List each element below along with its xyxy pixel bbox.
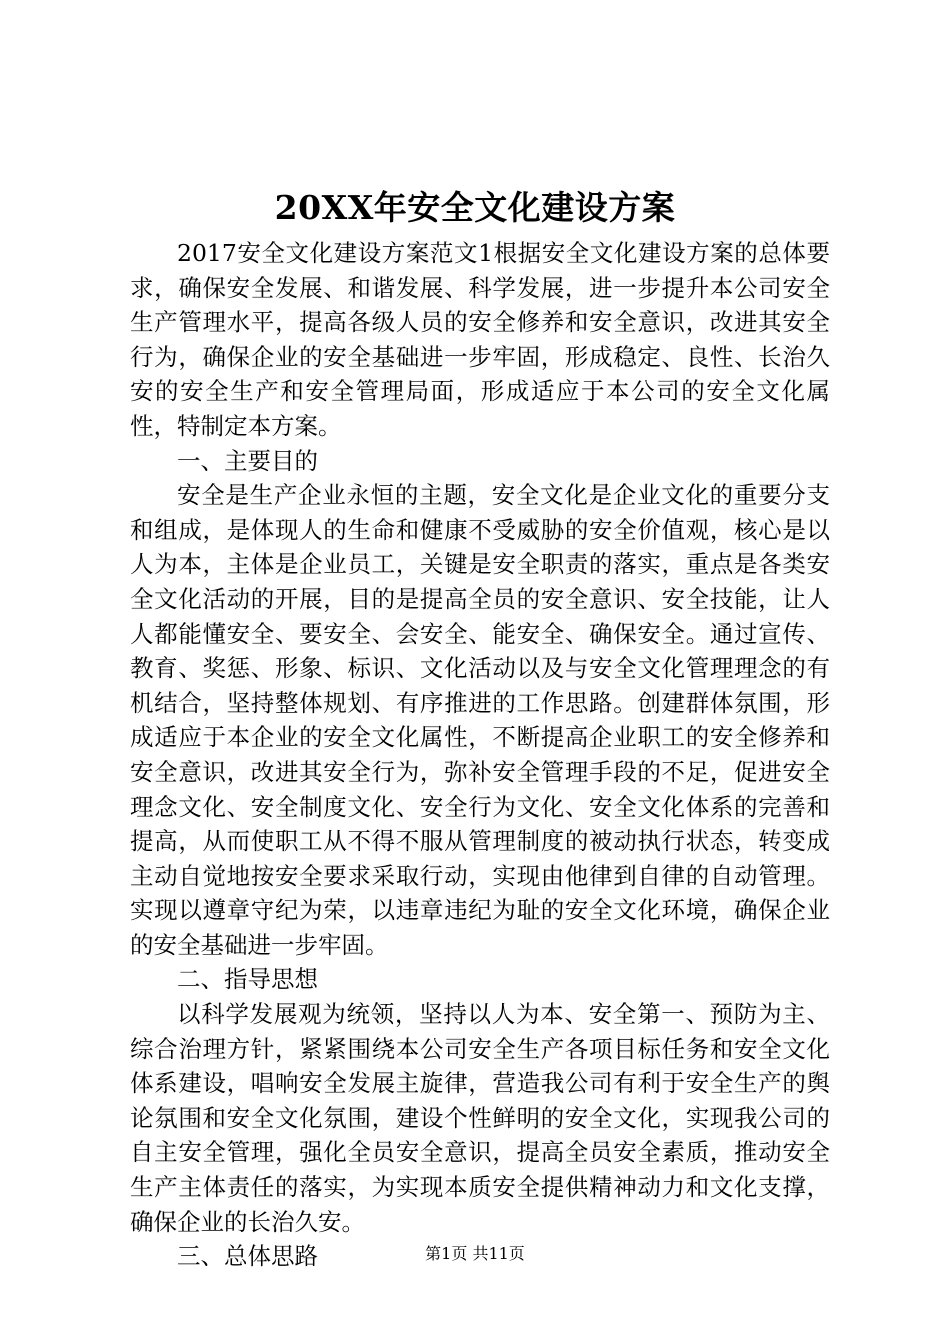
main-purpose-paragraph: 安全是生产企业永恒的主题，安全文化是企业文化的重要分支和组成，是体现人的生命和健康不受威胁的安全价值观，核心是以人为本，主体是企业员工，关键是安全职责的落实，重点是各类安全文化活动的开展，目的是提高全员的安全意识、安全技能，让人人都能懂安全、要安全、会安全、能安全、确保安全。通过宣传、教育、奖惩、形象、标识、文化活动以及与安全文化管理理念的有机结合，坚持整体规划、有序推进的工作思路。创建群体氛围，形成适应于本企业的安全文化属性，不断提高企业职工的安全修养和安全意识，改进其安全行为，弥补安全管理手段的不足，促进安全理念文化、安全制度文化、安全行为文化、安全文化体系的完善和提高，从而使职工从不得不服从管理制度的被动执行状态，转变成主动自觉地按安全要求采取行动，实现由他律到自律的自动管理。实现以遵章守纪为荣，以违章违纪为耻的安全文化环境，确保企业的安全基础进一步牢固。: [130, 481, 830, 959]
section-heading-guiding-ideology: 二、指导思想: [177, 965, 318, 994]
page-title: 20XX年安全文化建设方案: [274, 188, 676, 227]
guiding-ideology-paragraph: 以科学发展观为统领，坚持以人为本、安全第一、预防为主、综合治理方针，紧紧围绕本公司安全生产各项目标任务和安全文化体系建设，唱响安全发展主旋律，营造我公司有利于安全生产的舆论氛围和安全文化氛围，建设个性鲜明的安全文化，实现我公司的自主安全管理，强化全员安全意识，提高全员安全素质，推动安全生产主体责任的落实，为实现本质安全提供精神动力和文化支撑，确保企业的长治久安。: [130, 1000, 830, 1236]
page-number-footer: 第1页 共11页: [425, 1244, 525, 1263]
section-heading-overall-approach: 三、总体思路: [177, 1242, 318, 1271]
section-heading-main-purpose: 一、主要目的: [177, 446, 318, 475]
document-body: [130, 236, 830, 1274]
intro-paragraph: 2017安全文化建设方案范文1根据安全文化建设方案的总体要求，确保安全发展、和谐发展、科学发展，进一步提升本公司安全生产管理水平，提高各级人员的安全修养和安全意识，改进其安全行为，确保企业的安全基础进一步牢固，形成稳定、良性、长治久安的安全生产和安全管理局面，形成适应于本公司的安全文化属性，特制定本方案。: [130, 239, 830, 440]
